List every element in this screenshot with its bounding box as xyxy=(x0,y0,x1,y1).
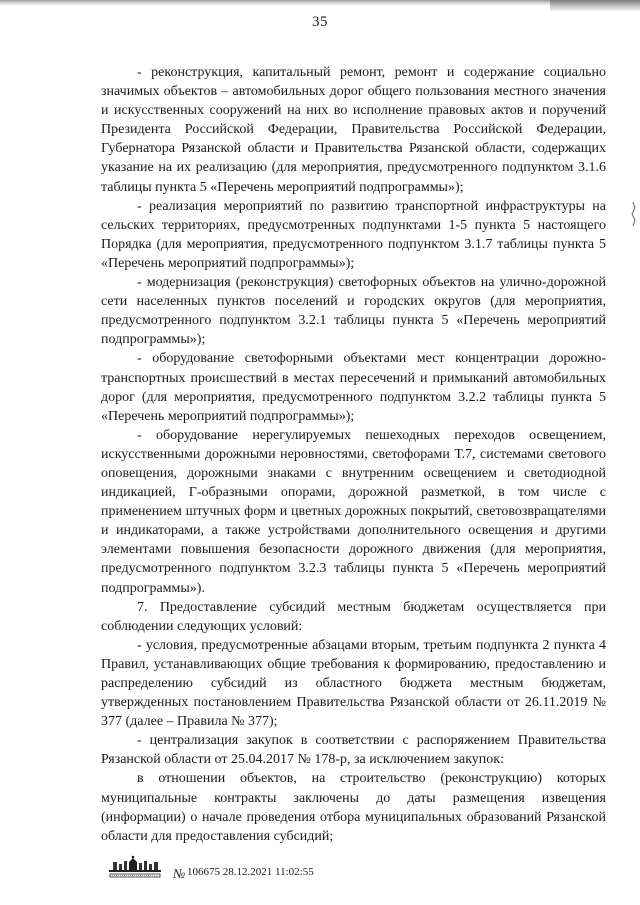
scan-top-edge-shadow xyxy=(550,0,640,12)
paragraph-rules-377: - условия, предусмотренные абзацами вторым, третьим подпункта 2 пункта 4 Правил, устанавливающих общие требования к формированию, предоставлению и распределению субсидий из областного бюджета местным бюджетам, утвержденных постановлением Правительства Рязанской области от 26.11.2019 № 377 (далее – Правила № 377); xyxy=(101,637,606,730)
document-footer xyxy=(108,853,528,883)
paragraph-subsidy-conditions: 7. Предоставление субсидий местным бюджетам осуществляется при соблюдении следующих условий: xyxy=(101,599,606,634)
scan-top-edge xyxy=(0,0,640,6)
paragraph-traffic-lights-modernization: - модернизация (реконструкция) светофорных объектов на улично-дорожной сети населенных пунктов поселений и городских округов (для мероприятия, предусмотренного подпунктом 3.2.1 таблицы пункта 5 «Перечень мероприятий подпрограммы»); xyxy=(101,275,606,348)
footer-registration-stamp: 106675 28.12.2021 11:02:55 xyxy=(187,866,314,878)
paragraph-traffic-lights-equipment: - оборудование светофорными объектами мест концентрации дорожно-транспортных происшествий в местах пересечений и примыканий автомобильных дорог (для мероприятия, предусмотренного подпунктом 3.2.2 таблицы пункта 5 «Перечень мероприятий подпрограммы»); xyxy=(101,351,606,424)
regional-emblem-stamp-icon xyxy=(108,853,162,879)
paragraph-reconstruction-roads: - реконструкция, капитальный ремонт, ремонт и содержание социально значимых объектов – автомобильных дорог общего пользования местного значения и искусственных сооружений на них во исполнение правовых актов и поручений Президента Российской Федерации, Правительства Российской Федерации, Губернатора Рязанской области и Правительства Рязанской области, содержащих указание на их реализацию (для мероприятия, предусмотренного подпунктом 3.1.6 таблицы пункта 5 «Перечень мероприятий подпрограммы»); xyxy=(101,65,606,195)
document-body xyxy=(101,63,606,846)
paragraph-pedestrian-crossings: - оборудование нерегулируемых пешеходных переходов освещением, искусственными дорожными неровностями, светофорами Т.7, системами светового оповещения, дорожными знаками с внутренним освещением и светодиодной индикацией, Г-образными опорами, дорожной разметкой, в том числе с применением штучных форм и цветных дорожных покрытий, световозвращателями и индикаторами, а также устройствами дополнительного освещения и другими элементами повышения безопасности дорожного движения (для мероприятия, предусмотренного подпунктом 3.2.3 таблицы пункта 5 «Перечень мероприятий подпрограммы»). xyxy=(101,427,606,596)
paragraph-centralized-procurement: - централизация закупок в соответствии с распоряжением Правительства Рязанской области от 25.04.2017 № 178-р, за исключением закупок: xyxy=(101,733,606,768)
footer-number-sign: № xyxy=(173,866,186,881)
paragraph-rural-transport: - реализация мероприятий по развитию транспортной инфраструктуры на сельских территориях, предусмотренных подпунктами 1-5 пункта 5 настоящего Порядка (для мероприятия, предусмотренного подпунктом 3.1.7 таблицы пункта 5 «Перечень мероприятий подпрограммы»); xyxy=(101,198,606,271)
page-number: 35 xyxy=(312,14,328,30)
scan-margin-mark xyxy=(629,200,637,228)
paragraph-exception-objects: в отношении объектов, на строительство (реконструкцию) которых муниципальные контракты заключены до даты размещения извещения (информации) о начале проведения отбора муниципальных образований Рязанской области для предоставления субсидий; xyxy=(101,771,606,844)
